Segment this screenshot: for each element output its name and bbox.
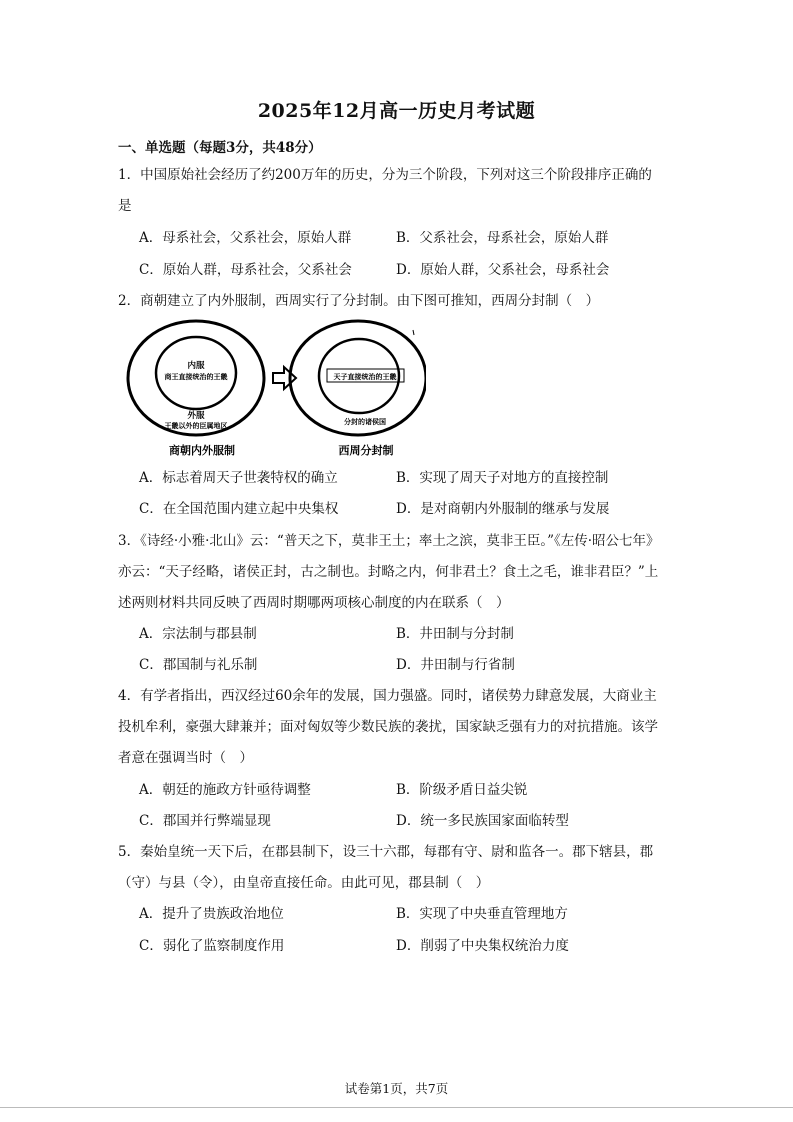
question-3-line-1: 3．《诗经·小雅·北山》云：“普天之下，莫非王土；率土之滨，莫非王臣。”《左传·昭公七年》 — [118, 533, 660, 549]
question-3-option-a[interactable]: A．宗法制与郡县制 — [139, 626, 257, 642]
zhou-inner-text: 天子直接统治的王畿 — [333, 373, 397, 381]
question-3-option-d[interactable]: D．井田制与行省制 — [396, 657, 515, 673]
question-4-line-2: 投机牟利，豪强大肆兼并；面对匈奴等少数民族的袭扰，国家缺乏强有力的对抗措施。该学 — [118, 719, 658, 735]
question-1-line-2: 是 — [118, 198, 132, 214]
shang-diagram — [128, 321, 264, 457]
question-1-option-b[interactable]: B．父系社会，母系社会，原始人群 — [396, 230, 609, 246]
feudal-system-diagram — [126, 318, 426, 460]
zhou-diagram — [290, 321, 426, 457]
question-5-option-d[interactable]: D．削弱了中央集权统治力度 — [396, 938, 569, 954]
zhou-outer-text: 分封的诸侯国 — [344, 418, 386, 426]
zhou-caption: 西周分封制 — [338, 444, 394, 457]
question-1-option-c[interactable]: C．原始人群，母系社会，父系社会 — [139, 262, 352, 278]
shang-caption: 商朝内外服制 — [169, 444, 235, 457]
exam-title: 2025年12月高一历史月考试题 — [257, 100, 536, 122]
question-1-option-a[interactable]: A．母系社会，父系社会，原始人群 — [139, 230, 352, 246]
question-5-option-b[interactable]: B．实现了中央垂直管理地方 — [396, 906, 568, 922]
question-4-line-3: 者意在强调当时（ ） — [118, 750, 253, 766]
shang-outer-title: 外服 — [187, 411, 205, 421]
question-3-line-3: 述两则材料共同反映了西周时期哪两项核心制度的内在联系（ ） — [118, 595, 510, 611]
section-heading: 一、单选题（每题3分，共48分） — [118, 140, 322, 156]
question-4-option-d[interactable]: D．统一多民族国家面临转型 — [396, 813, 569, 829]
question-5-option-a[interactable]: A．提升了贵族政治地位 — [139, 906, 284, 922]
question-1-option-d[interactable]: D．原始人群，父系社会，母系社会 — [396, 262, 610, 278]
page-footer: 试卷第1页，共7页 — [344, 1081, 449, 1096]
shang-inner-title: 内服 — [187, 361, 205, 371]
question-4-option-a[interactable]: A．朝廷的施政方针亟待调整 — [139, 782, 311, 798]
question-3-option-c[interactable]: C．郡国制与礼乐制 — [139, 657, 258, 673]
arrow-right-icon — [273, 367, 296, 389]
shang-inner-sub: 商王直接统治的王畿 — [164, 373, 228, 381]
question-1-line-1: 1．中国原始社会经历了约200万年的历史，分为三个阶段，下列对这三个阶段排序正确的 — [118, 167, 652, 183]
question-3-option-b[interactable]: B．井田制与分封制 — [396, 626, 514, 642]
question-5-line-2: （守）与县（令），由皇帝直接任命。由此可见，郡县制（ ） — [118, 875, 490, 891]
question-4-option-b[interactable]: B．阶级矛盾日益尖锐 — [396, 782, 528, 798]
shang-outer-sub: 王畿以外的臣属地区 — [164, 422, 228, 430]
question-5-line-1: 5．秦始皇统一天下后，在郡县制下，设三十六郡，每郡有守、尉和监各一。郡下辖县，郡 — [118, 844, 654, 860]
question-2-option-d[interactable]: D．是对商朝内外服制的继承与发展 — [396, 501, 610, 517]
question-4-option-c[interactable]: C．郡国并行弊端显现 — [139, 813, 271, 829]
question-5-option-c[interactable]: C．弱化了监察制度作用 — [139, 938, 285, 954]
question-2-option-a[interactable]: A．标志着周天子世袭特权的确立 — [139, 470, 338, 486]
question-4-line-1: 4．有学者指出，西汉经过60余年的发展，国力强盛。同时，诸侯势力肆意发展，大商业主 — [118, 688, 657, 704]
question-2-option-c[interactable]: C．在全国范围内建立起中央集权 — [139, 501, 339, 517]
bottom-divider — [0, 1107, 793, 1108]
question-3-line-2: 亦云：“天子经略，诸侯正封，古之制也。封略之内，何非君土？食土之毛，谁非君臣？”上 — [118, 564, 659, 580]
question-2-option-b[interactable]: B．实现了周天子对地方的直接控制 — [396, 470, 609, 486]
question-2-line-1: 2．商朝建立了内外服制，西周实行了分封制。由下图可推知，西周分封制（ ） — [118, 293, 600, 309]
